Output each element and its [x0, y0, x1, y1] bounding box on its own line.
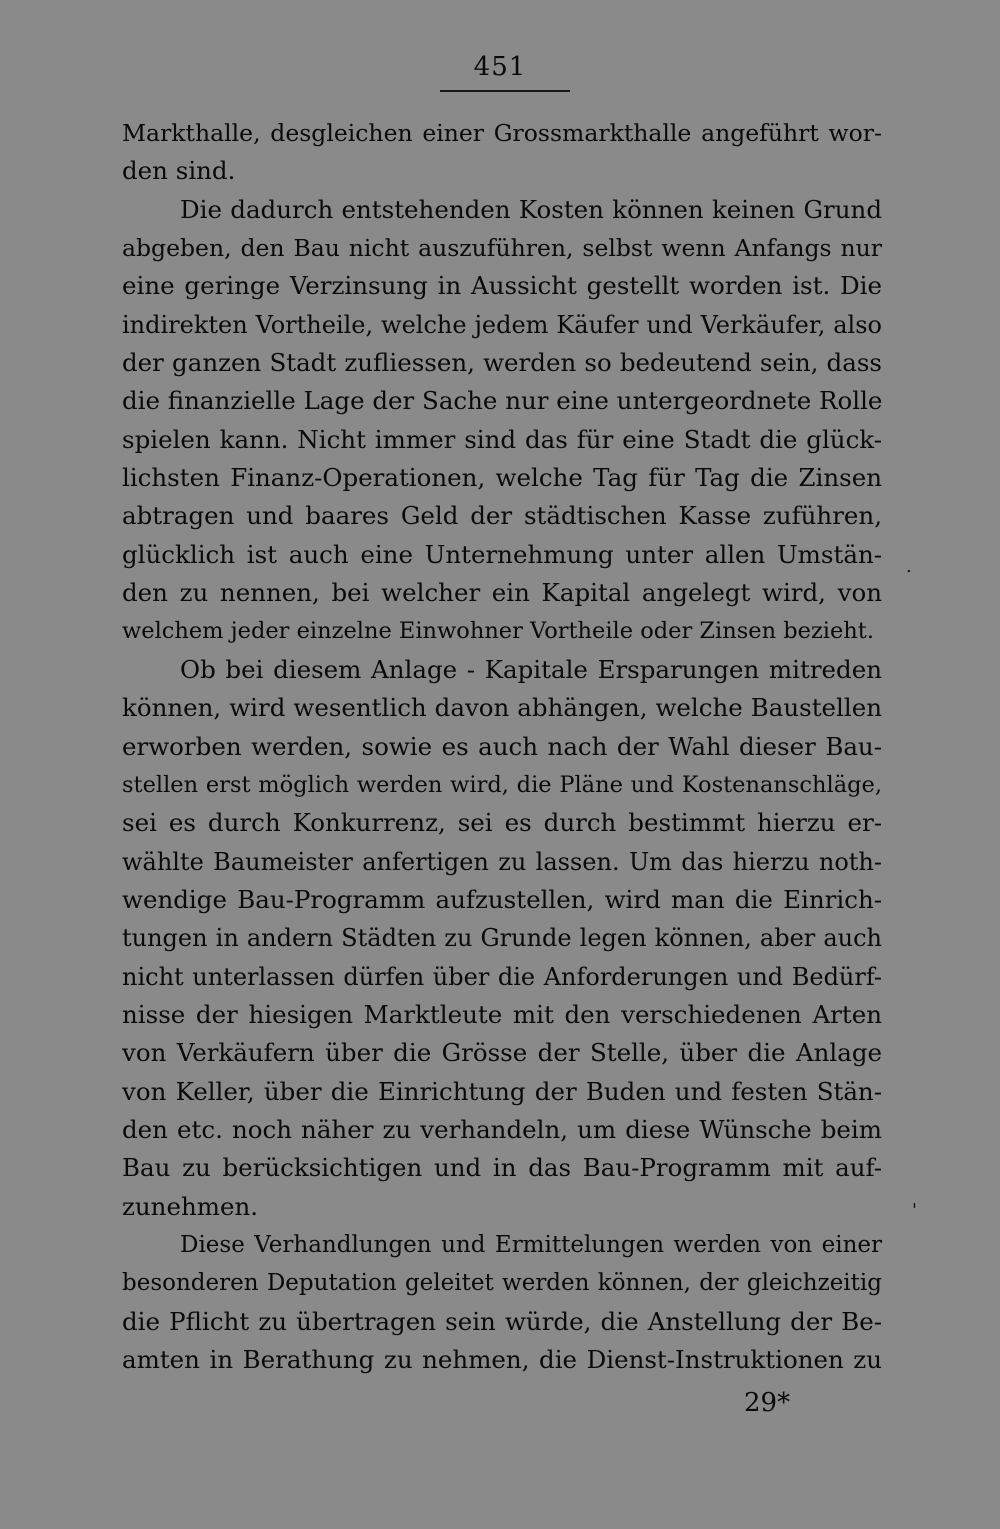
text-line: Ob bei diesem Anlage - Kapitale Ersparungen mitreden	[180, 654, 882, 684]
text-line: glücklich ist auch eine Unternehmung unter allen Umstän-	[122, 539, 882, 569]
text-line: nicht unterlassen dürfen über die Anforderungen und Bedürf-	[122, 962, 882, 991]
text-line: von Keller, über die Einrichtung der Buden und festen Stän-	[122, 1076, 882, 1106]
text-line: abtragen und baares Geld der städtischen Kasse zuführen,	[122, 501, 882, 531]
page-number: 451	[473, 52, 527, 82]
text-line: den sind.	[122, 156, 236, 186]
text-line: der ganzen Stadt zufliessen, werden so bedeutend sein, dass	[122, 348, 882, 378]
text-line: den etc. noch näher zu verhandeln, um diese Wünsche beim	[122, 1114, 882, 1144]
text-line: nisse der hiesigen Marktleute mit den verschiedenen Arten	[122, 999, 882, 1029]
text-line: erworben werden, sowie es auch nach der Wahl dieser Bau-	[122, 731, 882, 761]
text-line: stellen erst möglich werden wird, die Pläne und Kostenanschläge,	[122, 771, 882, 798]
stray-mark: .	[906, 556, 912, 577]
text-line: zunehmen.	[122, 1191, 259, 1221]
text-line: amten in Berathung zu nehmen, die Dienst-Instruktionen zu	[122, 1345, 882, 1374]
stray-mark: '	[912, 1200, 917, 1221]
text-line: den zu nennen, bei welcher ein Kapital angelegt wird, von	[122, 578, 882, 608]
text-line: lichsten Finanz-Operationen, welche Tag für Tag die Zinsen	[122, 463, 882, 493]
page-number-rule	[440, 90, 570, 92]
text-line: besonderen Deputation geleitet werden können, der gleichzeitig	[122, 1270, 882, 1297]
text-line: eine geringe Verzinsung in Aussicht gestellt worden ist. Die	[122, 271, 882, 301]
text-line: können, wird wesentlich davon abhängen, welche Baustellen	[122, 693, 882, 723]
text-line: tungen in andern Städten zu Grunde legen können, aber auch	[122, 924, 882, 953]
text-line: von Verkäufern über die Grösse der Stelle, über die Anlage	[122, 1038, 882, 1068]
text-line: die finanzielle Lage der Sache nur eine untergeordnete Rolle	[122, 386, 883, 416]
text-line: spielen kann. Nicht immer sind das für eine Stadt die glück-	[122, 424, 882, 454]
text-line: sei es durch Konkurrenz, sei es durch bestimmt hierzu er-	[122, 808, 882, 838]
text-line: Die dadurch entstehenden Kosten können keinen Grund	[180, 194, 882, 224]
text-line: die Pflicht zu übertragen sein würde, die Anstellung der Be-	[122, 1306, 882, 1336]
body-text	[122, 114, 882, 1379]
text-line: wählte Baumeister anfertigen zu lassen. Um das hierzu noth-	[122, 847, 882, 876]
text-line: Markthalle, desgleichen einer Grossmarkthalle angeführt wor-	[122, 119, 882, 147]
text-line: wendige Bau-Programm aufzustellen, wird man die Einrich-	[122, 884, 882, 914]
text-line: welchem jeder einzelne Einwohner Vortheile oder Zinsen bezieht.	[122, 618, 874, 645]
signature-mark: 29*	[744, 1388, 791, 1418]
text-line: indirekten Vortheile, welche jedem Käufer und Verkäufer, also	[122, 310, 882, 339]
text-line: Diese Verhandlungen und Ermittelungen werden von einer	[180, 1231, 882, 1258]
text-line: Bau zu berücksichtigen und in das Bau-Programm mit auf-	[122, 1153, 882, 1183]
text-line: abgeben, den Bau nicht auszuführen, selbst wenn Anfangs nur	[122, 234, 882, 263]
